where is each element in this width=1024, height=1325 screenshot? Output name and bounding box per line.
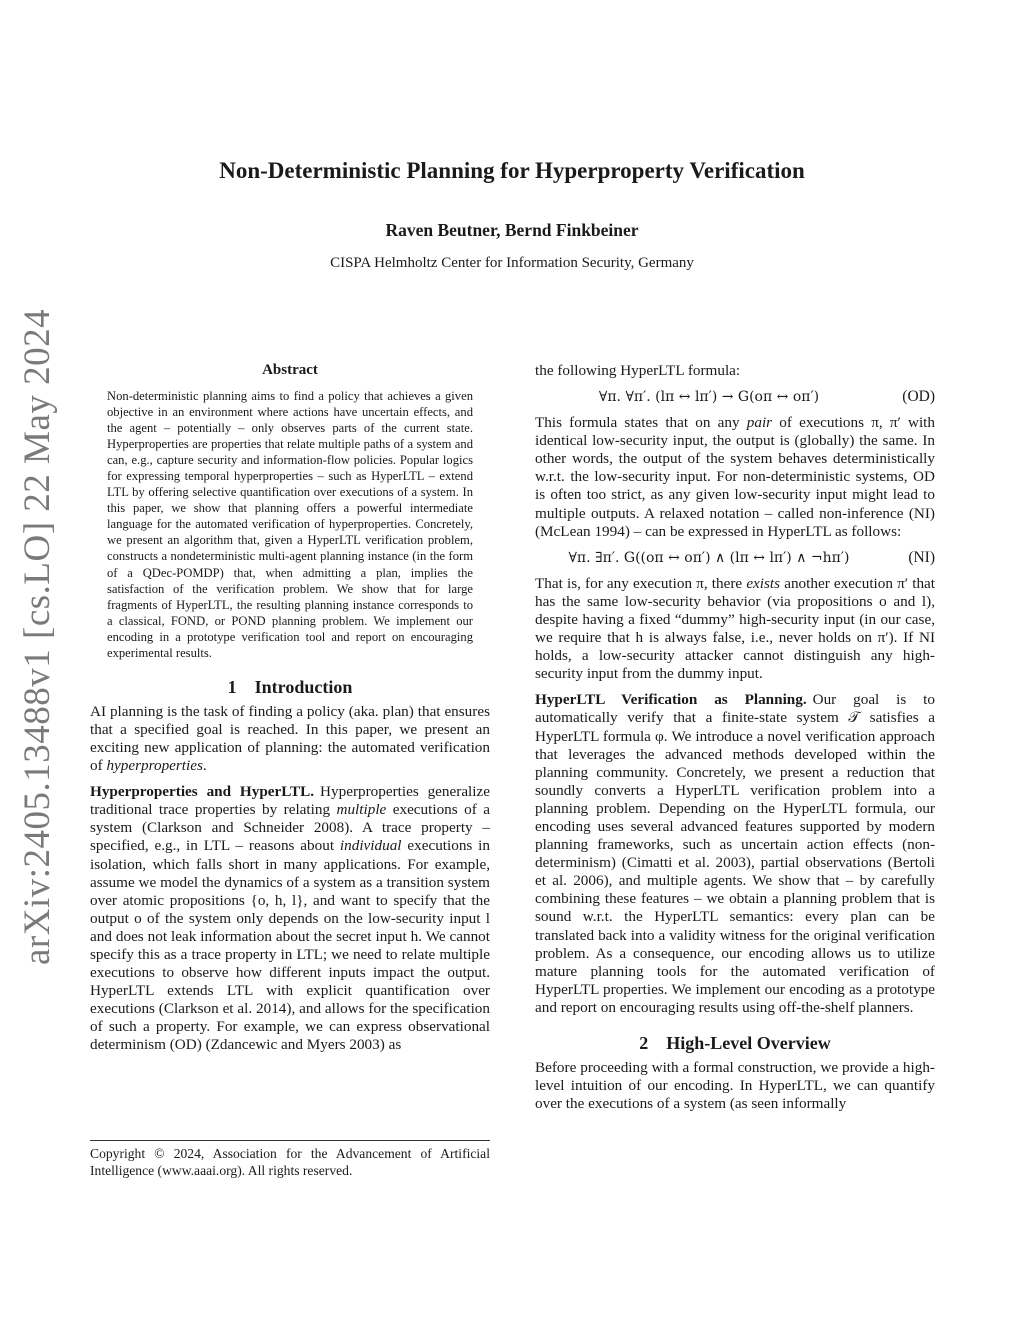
abstract-text: Non-deterministic planning aims to find a policy that achieves a given objective in an environment where actions have uncertain effects, and the agent – potentially – only observes parts of the current state. Hyperproperties are properties that relate multiple paths of a system and can, e.g., capture security and information-flow policies. Popular logics for expressing temporal hyperproperties – such as HyperLTL – extend LTL by offering selective quantification over executions of a system. In this paper, we show that planning offers a powerful intermediate language for the automated verification of hyperproperties. Concretely, we present an algorithm that, given a HyperLTL verification problem, constructs a nondeterministic multi-agent planning instance (in the form of a QDec-POMDP) that, when admitting a plan, implies the satisfaction of the verification problem. We show that for large fragments of HyperLTL, the resulting planning instance corresponds to a classical, FOND, or POND planning problem. We implement our encoding in a prototype verification tool and report on encouraging experimental results. bbox=[107, 389, 473, 660]
section-2-number: 2 bbox=[639, 1033, 649, 1053]
ni-explanation-paragraph bbox=[535, 575, 935, 684]
verification-paragraph-heading: HyperLTL Verification as Planning. bbox=[535, 691, 807, 709]
formula-ni-expression: ∀π. ∃π′. G((oπ ↔ oπ′) ∧ (lπ ↔ lπ′) ∧ ¬hπ′) bbox=[568, 549, 850, 566]
arxiv-side-stamp: arXiv:2405.13488v1 [cs.LO] 22 May 2024 bbox=[17, 308, 58, 965]
od-text-a: This formula states that on any bbox=[535, 414, 747, 432]
od-explanation-paragraph bbox=[535, 414, 935, 541]
section-1-number: 1 bbox=[227, 676, 237, 697]
left-column bbox=[90, 362, 490, 1055]
intro-p2-emphasis-1: multiple bbox=[336, 801, 387, 819]
section-2-heading bbox=[535, 1033, 935, 1054]
intro-p1-text-b: . bbox=[202, 757, 207, 775]
abstract-heading: Abstract bbox=[262, 362, 318, 378]
intro-p2-text-b: executions of a system (Clarkson and Schneider 2008). A trace property – specified, e.g., in LTL – reasons about bbox=[90, 801, 490, 855]
od-emphasis: pair bbox=[746, 414, 773, 432]
intro-p1-text-a: AI planning is the task of finding a policy (aka. plan) that ensures that a specified goal is reached. In this paper, we present an exciting new application of planning: the automated verification of bbox=[90, 702, 490, 775]
intro-paragraph-2 bbox=[90, 783, 490, 1054]
hyperproperties-paragraph-heading: Hyperproperties and HyperLTL. bbox=[90, 783, 315, 801]
ni-text-a: That is, for any execution π, there bbox=[535, 574, 747, 592]
section-1-title: Introduction bbox=[254, 676, 353, 697]
paper-affiliation: CISPA Helmholtz Center for Information Security, Germany bbox=[330, 255, 694, 271]
formula-ni-tag: (NI) bbox=[908, 548, 935, 566]
intro-p2-text-a: Hyperproperties generalize traditional trace properties by relating bbox=[90, 783, 490, 819]
intro-paragraph-1 bbox=[90, 703, 490, 775]
formula-lead: the following HyperLTL formula: bbox=[535, 362, 741, 379]
od-text-b: of executions π, π′ with identical low-security input, the output is (globally) the same. In other words, the output of the system behaves deterministically w.r.t. the low-security input. For non-deterministic systems, OD is often too strict, as any given low-security input might lead to multiple outputs. A relaxed notation – called non-inference (NI) (McLean 1994) – can be expressed in HyperLTL as follows: bbox=[535, 414, 935, 540]
ni-text-b: another execution π′ that has the same low-security behavior (via propositions o and l), despite having a fixed “dummy” high-security input (in our case, we require that h is always false, i.e., never holds on π′). If NI holds, a low-security attacker cannot distinguish any high-security input from the dummy input. bbox=[535, 574, 936, 683]
section-2-title: High-Level Overview bbox=[666, 1033, 831, 1053]
formula-od-tag: (OD) bbox=[902, 388, 935, 406]
copyright-footnote: Copyright © 2024, Association for the Advancement of Artificial Intelligence (www.aaai.org). All rights reserved. bbox=[90, 1140, 490, 1179]
right-column bbox=[535, 362, 935, 1113]
formula-ni bbox=[535, 543, 935, 573]
formula-od-expression: ∀π. ∀π′. (lπ ↔ lπ′) → G(oπ ↔ oπ′) bbox=[598, 389, 820, 406]
ni-emphasis: exists bbox=[746, 574, 781, 592]
formula-od bbox=[535, 382, 935, 412]
verification-paragraph bbox=[535, 691, 935, 1017]
overview-paragraph: Before proceeding with a formal construction, we provide a high-level intuition of our encoding. In HyperLTL, we can quantify over the executions of a system (as seen informally bbox=[535, 1059, 935, 1113]
paper-title: Non-Deterministic Planning for Hyperproperty Verification bbox=[219, 158, 805, 183]
verification-text: Our goal is to automatically verify that a finite-state system 𝒯 satisfies a HyperLTL formula φ. We introduce a novel verification approach that leverages the advanced methods developed within the planning community. Concretely, we present a reduction that soundly converts a HyperLTL verification problem into a planning problem. Depending on the HyperLTL formula, our encoding uses several advanced features supported by modern planning frameworks, such as uncertain action effects (non-determinism) (Cimatti et al. 2003), partial observations (Bertoli et al. 2006), and multiple agents. We show that – by carefully combining these features – we obtain a planning problem that is sound w.r.t. the HyperLTL semantics: every plan can be translated back into a validity witness for the original verification problem. As a consequence, our encoding allows us to utilize mature planning tools for the automated verification of HyperLTL properties. We implement our encoding as a prototype and report on encouraging results using off-the-shelf planners. bbox=[535, 691, 935, 1016]
intro-p2-emphasis-2: individual bbox=[339, 837, 402, 855]
intro-p1-emphasis: hyperproperties bbox=[106, 757, 203, 775]
paper-authors: Raven Beutner, Bernd Finkbeiner bbox=[385, 220, 639, 240]
intro-p2-text-c: executions in isolation, which falls short in many applications. For example, assume we model the dynamics of a system as a transition system over atomic propositions {o, h, l}, and want to specify that the output o of the system only depends on the low-security input l and does not leak information about the secret input h. We cannot specify this as a trace property in LTL; we need to relate multiple executions to observe how different inputs impact the output. HyperLTL extends LTL with explicit quantification over executions (Clarkson et al. 2014), and allows for the specification of such a property. For example, we can express observational determinism (OD) (Zdancewic and Myers 2003) as bbox=[90, 837, 490, 1054]
section-1-heading bbox=[90, 677, 490, 698]
